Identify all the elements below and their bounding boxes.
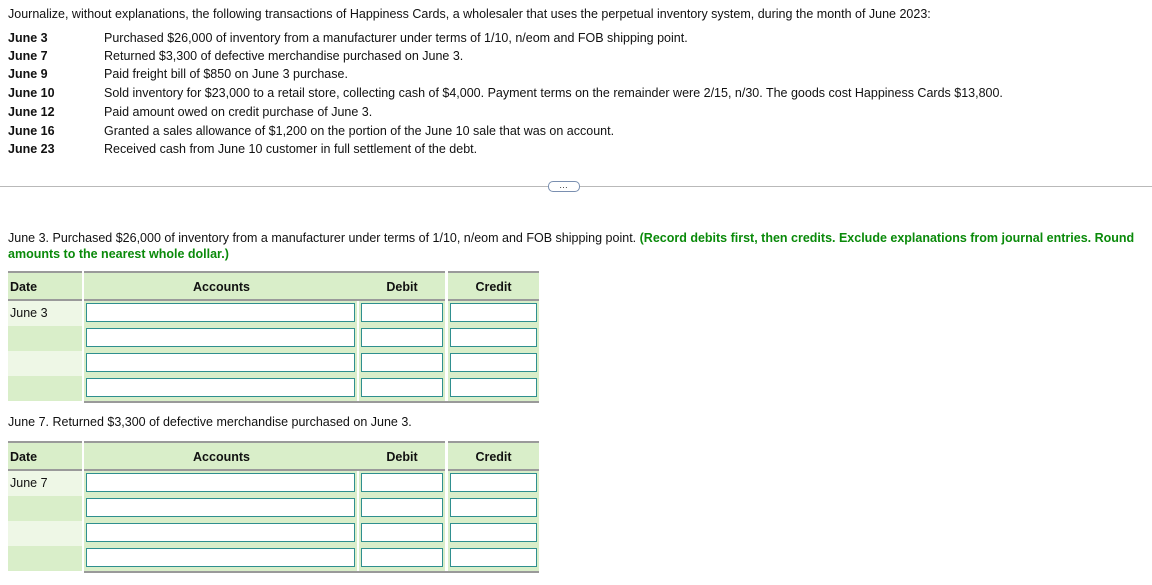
header-credit: Credit — [448, 271, 539, 301]
account-input[interactable] — [86, 523, 355, 542]
credit-input[interactable] — [450, 328, 537, 347]
transaction-text: Paid amount owed on credit purchase of June 3. — [104, 105, 373, 119]
row-date — [8, 376, 82, 401]
credit-input[interactable] — [450, 523, 537, 542]
table-header — [8, 441, 539, 469]
table-bottom-border — [84, 571, 539, 573]
transaction-text: Received cash from June 10 customer in full settlement of the debt. — [104, 142, 478, 156]
account-input[interactable] — [86, 548, 355, 567]
transaction-text: Returned $3,300 of defective merchandise purchased on June 3. — [104, 49, 464, 63]
transaction-date: June 3 — [8, 31, 48, 45]
header-accounts: Accounts — [84, 271, 359, 301]
transaction-date: June 23 — [8, 142, 55, 156]
table-header — [8, 271, 539, 299]
transaction-date: June 9 — [8, 67, 48, 81]
credit-input[interactable] — [450, 378, 537, 397]
debit-input[interactable] — [361, 303, 443, 322]
header-credit: Credit — [448, 441, 539, 471]
transaction-date: June 7 — [8, 49, 48, 63]
debit-input[interactable] — [361, 523, 443, 542]
debit-input[interactable] — [361, 378, 443, 397]
transaction-date: June 10 — [8, 86, 55, 100]
row-date — [8, 496, 82, 521]
transaction-date: June 16 — [8, 124, 55, 138]
journal-row — [8, 496, 539, 521]
transaction-text: Granted a sales allowance of $1,200 on the portion of the June 10 sale that was on account. — [104, 124, 615, 138]
account-input[interactable] — [86, 353, 355, 372]
transaction-text: Purchased $26,000 of inventory from a manufacturer under terms of 1/10, n/eom and FOB shipping point. — [104, 31, 688, 45]
instructions-text: Journalize, without explanations, the following transactions of Happiness Cards, a wholesaler that uses the perpetual inventory system, during the month of June 2023: — [8, 7, 931, 21]
header-debit: Debit — [359, 271, 445, 301]
account-input[interactable] — [86, 498, 355, 517]
header-date: Date — [8, 441, 82, 471]
journal-row — [8, 376, 539, 401]
credit-input[interactable] — [450, 353, 537, 372]
journal-row — [8, 351, 539, 376]
table-bottom-border — [84, 401, 539, 403]
row-date: June 7 — [8, 471, 82, 496]
credit-input[interactable] — [450, 473, 537, 492]
june-7-caption: June 7. Returned $3,300 of defective merchandise purchased on June 3. — [8, 415, 412, 429]
credit-input[interactable] — [450, 303, 537, 322]
debit-input[interactable] — [361, 328, 443, 347]
prompt-text: June 3. Purchased $26,000 of inventory from a manufacturer under terms of 1/10, n/eom and FOB shipping point. — [8, 231, 637, 245]
journal-row — [8, 301, 539, 326]
journal-row — [8, 546, 539, 571]
transaction-text: Sold inventory for $23,000 to a retail store, collecting cash of $4,000. Payment terms on the remainder were 2/15, n/30. The goods cost Happiness Cards $13,800. — [104, 86, 1003, 100]
row-date — [8, 351, 82, 376]
debit-input[interactable] — [361, 498, 443, 517]
header-accounts: Accounts — [84, 441, 359, 471]
debit-input[interactable] — [361, 353, 443, 372]
credit-input[interactable] — [450, 548, 537, 567]
journal-row — [8, 471, 539, 496]
account-input[interactable] — [86, 378, 355, 397]
account-input[interactable] — [86, 303, 355, 322]
header-debit: Debit — [359, 441, 445, 471]
row-date — [8, 326, 82, 351]
debit-input[interactable] — [361, 548, 443, 567]
header-date: Date — [8, 271, 82, 301]
row-date — [8, 546, 82, 571]
account-input[interactable] — [86, 473, 355, 492]
transaction-date: June 12 — [8, 105, 55, 119]
journal-row — [8, 326, 539, 351]
debit-input[interactable] — [361, 473, 443, 492]
account-input[interactable] — [86, 328, 355, 347]
prompt-instruction: (Record debits first, then credits. Exclude explanations from journal entries. Round amounts to the nearest whole dollar.) — [8, 231, 1135, 261]
question-prompt — [8, 230, 1148, 262]
transaction-text: Paid freight bill of $850 on June 3 purchase. — [104, 67, 348, 81]
expand-more-button[interactable]: … — [548, 181, 580, 192]
journal-row — [8, 521, 539, 546]
row-date: June 3 — [8, 301, 82, 326]
row-date — [8, 521, 82, 546]
credit-input[interactable] — [450, 498, 537, 517]
